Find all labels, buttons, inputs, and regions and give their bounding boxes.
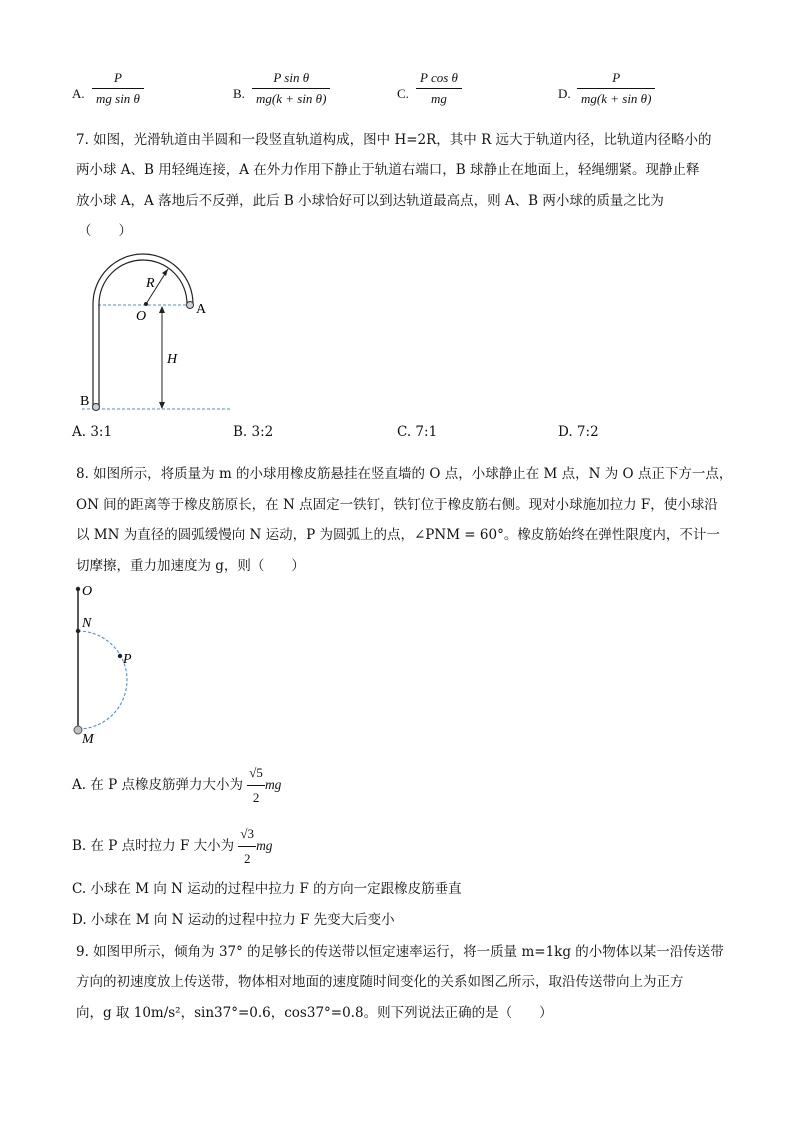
q8-label-m: M [82,732,94,747]
q8-stem-line-1: 8. 如图所示，将质量为 m 的小球用橡皮筋悬挂在竖直墙的 O 点，小球静止在 M 点，N 为 O 点正下方一点， [76,466,733,482]
q7-track-inner-wall [99,260,187,407]
q6-option-a-fraction [92,70,144,107]
q6-option-d-label: D. [558,86,571,101]
q7-stem-line-1: 7. 如图，光滑轨道由半圆和一段竖直轨道构成，图中 H=2R，其中 R 远大于轨道内径，比轨道内径略小的 [76,132,712,148]
q7-stem-line-3: 放小球 A，A 落地后不反弹，此后 B 小球恰好可以到达轨道最高点，则 A、B 两小球的质量之比为 [76,193,664,209]
q8-option-a [72,762,281,809]
q9-stem-line-2: 方向的初速度放上传送带，物体相对地面的速度随时间变化的关系如图乙所示，取沿传送带向上为正方 [76,974,684,990]
q8-option-d: D. 小球在 M 向 N 运动的过程中拉力 F 先变大后变小 [72,912,395,928]
q7-option-b: B. 3:2 [233,424,274,440]
q6-option-a-label: A. [72,86,85,101]
q7-label-a: A [196,302,207,317]
q8-option-b-text: B. 在 P 点时拉力 F 大小为 [72,838,235,854]
q8-option-a-text: A. 在 P 点橡皮筋弹力大小为 [72,777,243,793]
q8-option-b [72,823,273,870]
q6-option-b-numerator: P sin θ [252,70,330,89]
q8-stem-line-2: ON 间的距离等于橡皮筋原长，在 N 点固定一铁钉，铁钉位于橡皮筋右侧。现对小球施加拉力 F，使小球沿 [76,497,718,513]
q7-label-b: B [80,394,90,409]
q6-option-d-denominator: mg(k + sin θ) [581,91,652,106]
q7-track-figure [70,245,250,417]
q8-option-b-numerator: √3 [238,823,256,847]
q7-label-h: H [167,352,178,367]
q8-point-p [118,654,122,658]
q8-label-p: P [123,652,132,667]
q8-option-b-denominator: 2 [243,851,251,866]
q7-option-c: C. 7:1 [397,424,438,440]
q6-option-b-denominator: mg(k + sin θ) [256,91,327,106]
q6-option-b-fraction [252,70,330,107]
q9-stem-line-3: 向，g 取 10m/s²，sin37°=0.6，cos37°=0.8。则下列说法正确的是（ ） [76,1005,553,1021]
q7-option-a: A. 3:1 [72,424,113,440]
q6-option-a-denominator: mg sin θ [96,91,140,106]
q6-option-c-denominator: mg [431,91,447,106]
q8-option-a-unit: mg [264,777,282,792]
q7-option-d: D. 7:2 [558,424,599,440]
q8-option-b-fraction [238,823,256,870]
q7-label-r: R [146,276,155,291]
q7-height-arrow-up [159,306,165,313]
q7-answer-bracket: （ ） [78,223,132,239]
q8-option-a-numerator: √5 [247,762,265,786]
q8-label-n: N [82,616,92,631]
q6-option-d-fraction [577,70,655,107]
q8-stem-line-4: 切摩擦，重力加速度为 g，则（ ） [76,558,305,574]
q9-stem-line-1: 9. 如图甲所示，倾角为 37° 的足够长的传送带以恒定速率运行，将一质量 m=1kg 的小物体以某一沿传送带 [76,944,724,960]
q8-point-o [76,587,80,591]
q8-point-n [76,629,80,633]
q6-option-c-fraction [416,70,462,107]
q7-label-o: O [136,309,147,324]
q6-option-c-label: C. [397,86,409,101]
q6-option-b-label: B. [233,86,245,101]
q8-ball-m [74,726,82,734]
q7-ball-a [187,302,194,309]
q8-option-a-denominator: 2 [252,790,260,805]
q6-option-a-numerator: P [92,70,144,89]
q7-radius-arrowhead [162,269,168,276]
q6-option-d-numerator: P [577,70,655,89]
q7-ball-b [93,404,100,411]
q7-stem-line-2: 两小球 A、B 用轻绳连接，A 在外力作用下静止于轨道右端口，B 球静止在地面上，轻绳绷紧。现静止释 [76,162,700,178]
q8-wall-figure [66,580,156,750]
q8-option-c: C. 小球在 M 向 N 运动的过程中拉力 F 的方向一定跟橡皮筋垂直 [72,881,462,897]
q8-option-b-unit: mg [256,838,273,853]
q8-stem-line-3: 以 MN 为直径的圆弧缓慢向 N 运动，P 为圆弧上的点，∠PNM = 60°。橡皮筋始终在弹性限度内，不计一 [76,527,720,543]
q8-label-o: O [82,584,93,599]
q6-option-c-numerator: P cos θ [416,70,462,89]
q7-height-arrow-down [159,402,165,409]
q8-option-a-fraction [247,762,265,809]
q8-dashed-arc [78,631,127,729]
